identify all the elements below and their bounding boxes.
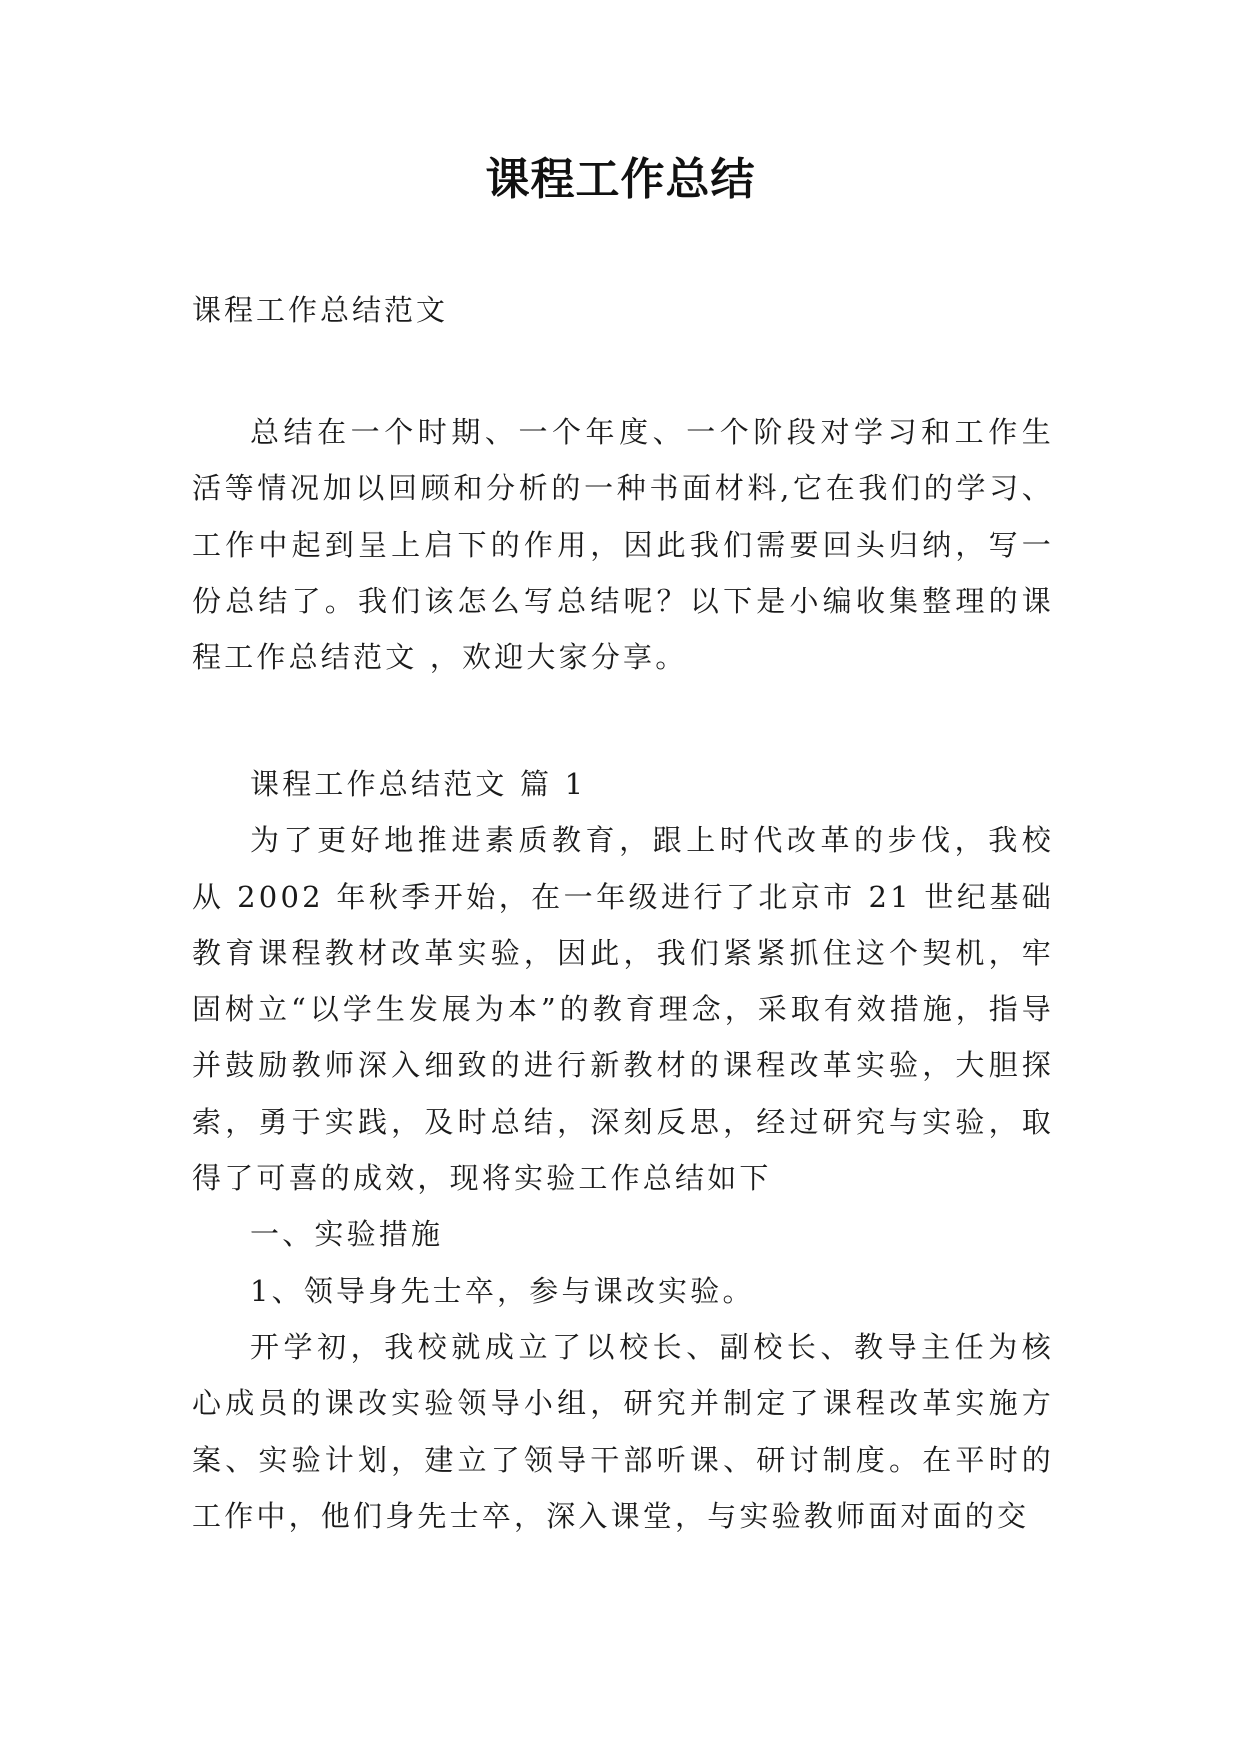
section-heading: 课程工作总结范文 篇 1: [250, 767, 587, 801]
section-1-block: [192, 756, 1054, 1544]
document-subtitle: 课程工作总结范文: [192, 293, 449, 327]
section-subheading-leadership: 1、领导身先士卒，参与课改实验。: [250, 1273, 755, 1308]
section-subheading-measures: 一、实验措施: [250, 1217, 444, 1252]
document-title: 课程工作总结: [485, 154, 756, 205]
intro-block: [192, 404, 1054, 685]
body-paragraph: 开学初，我校就成立了以校长、副校长、教导主任为核心成员的课改实验领导小组，研究并制定了课程改革实施方案、实验计划，建立了领导干部听课、研讨制度。在平时的工作中，他们身先士卒，深入课堂，与实验教师面对面的交: [192, 1329, 1054, 1533]
body-paragraph: 为了更好地推进素质教育，跟上时代改革的步伐，我校从 2002 年秋季开始，在一年级进行了北京市 21 世纪基础教育课程教材改革实验，因此，我们紧紧抓住这个契机，牢固树立“以学生发展为本”的教育理念，采取有效措施，指导并鼓励教师深入细致的进行新教材的课程改革实验，大胆探索，勇于实践，及时总结，深刻反思，经过研究与实验，取得了可喜的成效，现将实验工作总结如下: [192, 823, 1054, 1196]
intro-paragraph: 总结在一个时期、一个年度、一个阶段对学习和工作生活等情况加以回顾和分析的一种书面材料,它在我们的学习、工作中起到呈上启下的作用，因此我们需要回头归纳，写一份总结了。我们该怎么写总结呢？以下是小编收集整理的课程工作总结范文 ，欢迎大家分享。: [192, 415, 1054, 675]
